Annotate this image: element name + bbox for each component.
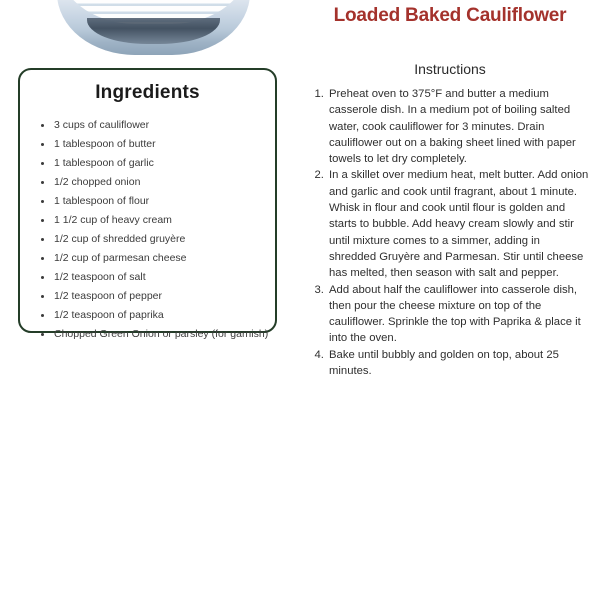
list-item: 1/2 teaspoon of paprika: [40, 306, 265, 325]
list-item: 2. In a skillet over medium heat, melt butter. Add onion and garlic and cook until fragrant, about 1 minute. Whisk in flour and cook until flour is golden and starts to bubble. Add heavy cream slowly and stir until mixture comes to a simmer, adding in shredded Gruyère and Parmesan. Stir until cheese has melted, then season with salt and pepper.: [327, 167, 590, 281]
ingredients-card: [18, 68, 277, 340]
list-item: Chopped Green Onion or parsley (for garnish): [40, 325, 265, 344]
list-item: 1/2 teaspoon of pepper: [40, 287, 265, 306]
ingredients-heading: Ingredients: [95, 82, 200, 103]
list-item: 1/2 teaspoon of salt: [40, 268, 265, 287]
list-item: 1/2 chopped onion: [40, 173, 265, 192]
list-item: 1 tablespoon of garlic: [40, 154, 265, 173]
list-item: 1 1/2 cup of heavy cream: [40, 211, 265, 230]
instructions-heading: Instructions: [414, 61, 486, 77]
list-item: 3. Add about half the cauliflower into casserole dish, then pour the cheese mixture on top of the cauliflower. Sprinkle the top with Paprika & place it into the oven.: [327, 282, 590, 347]
right-column: [300, 0, 600, 600]
list-item: 1. Preheat oven to 375°F and butter a medium casserole dish. In a medium pot of boiling salted water, cook cauliflower for 3 minutes. Drain cauliflower out on a baking sheet lined with paper towels to let dry completely.: [327, 86, 590, 167]
instructions-list: [300, 86, 600, 379]
list-item: 1/2 cup of parmesan cheese: [40, 249, 265, 268]
recipe-photo: [57, 0, 250, 55]
list-item: 1 tablespoon of butter: [40, 135, 265, 154]
ingredients-list: [20, 116, 275, 344]
list-item: 4. Bake until bubbly and golden on top, about 25 minutes.: [327, 347, 590, 380]
list-item: 1 tablespoon of flour: [40, 192, 265, 211]
list-item: 1/2 cup of shredded gruyère: [40, 230, 265, 249]
page-title: Loaded Baked Cauliflower: [333, 5, 567, 26]
list-item: 3 cups of cauliflower: [40, 116, 265, 135]
